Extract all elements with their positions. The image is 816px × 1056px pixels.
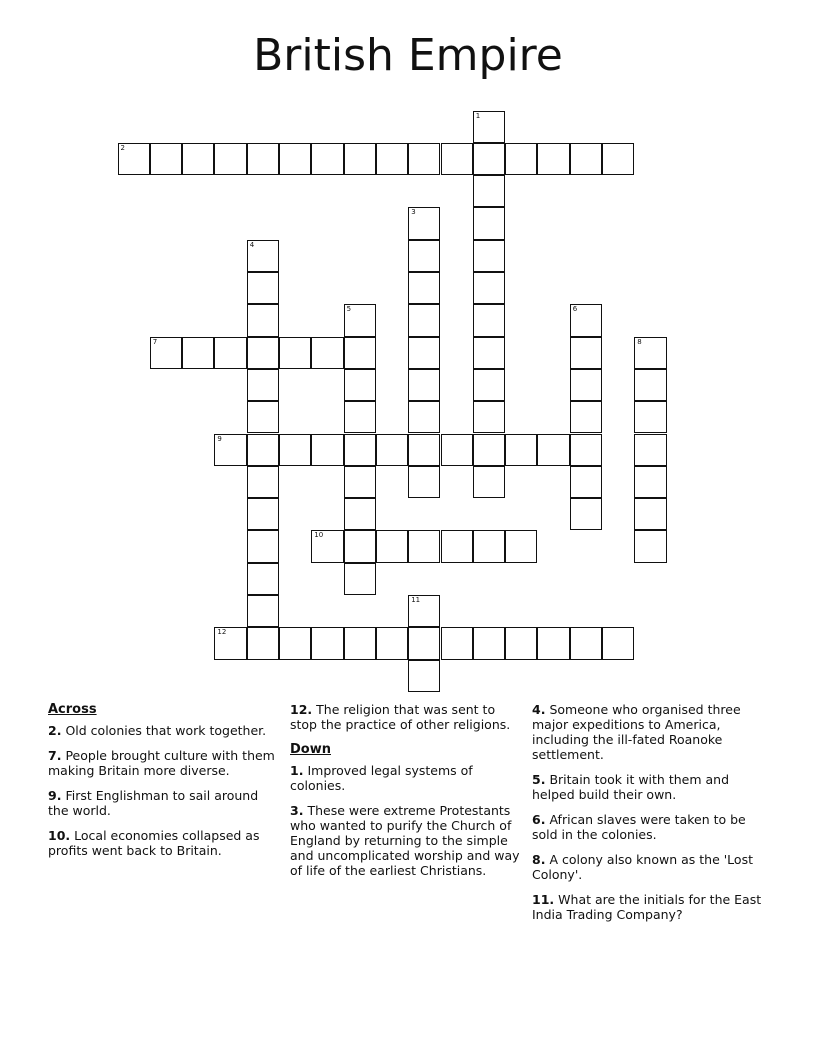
clue-down-5: 5. Britain took it with them and helped build their own. bbox=[532, 772, 730, 802]
grid-cell[interactable] bbox=[344, 369, 376, 401]
grid-cell[interactable] bbox=[634, 337, 666, 369]
grid-cell[interactable] bbox=[441, 627, 473, 659]
grid-cell[interactable] bbox=[634, 498, 666, 530]
grid-cell[interactable] bbox=[602, 627, 634, 659]
clues-column-1 bbox=[48, 702, 280, 868]
grid-cell[interactable] bbox=[473, 337, 505, 369]
grid-cell[interactable] bbox=[214, 434, 246, 466]
clues-column-2 bbox=[290, 702, 522, 888]
grid-cell[interactable] bbox=[247, 369, 279, 401]
grid-cell[interactable] bbox=[441, 434, 473, 466]
grid-cell[interactable] bbox=[247, 434, 279, 466]
grid-cell[interactable] bbox=[247, 627, 279, 659]
grid-cell[interactable] bbox=[473, 627, 505, 659]
grid-cell[interactable] bbox=[408, 660, 440, 692]
grid-cell[interactable] bbox=[344, 498, 376, 530]
grid-cell[interactable] bbox=[473, 369, 505, 401]
clue-down-8: 8. A colony also known as the 'Lost Colony'. bbox=[532, 852, 753, 882]
grid-cell[interactable] bbox=[441, 530, 473, 562]
grid-cell[interactable] bbox=[570, 337, 602, 369]
clue-number: 4 bbox=[249, 240, 255, 249]
clue-number: 2 bbox=[120, 143, 125, 152]
grid-cell[interactable] bbox=[247, 401, 279, 433]
grid-cell[interactable] bbox=[537, 143, 569, 175]
grid-cell[interactable] bbox=[247, 498, 279, 530]
grid-cell[interactable] bbox=[570, 627, 602, 659]
clue-across-10: 10. Local economies collapsed as profits went back to Britain. bbox=[48, 828, 260, 858]
grid-cell[interactable] bbox=[570, 369, 602, 401]
grid-cell[interactable] bbox=[344, 304, 376, 336]
clue-down-4: 4. Someone who organised three major expeditions to America, including the ill-fated Roanoke settlement. bbox=[532, 702, 741, 762]
grid-cell[interactable] bbox=[505, 627, 537, 659]
page-title: British Empire bbox=[253, 30, 563, 81]
clues-column-3 bbox=[532, 702, 764, 932]
clue-across-12: 12. The religion that was sent to stop the practice of other religions. bbox=[290, 702, 511, 732]
grid-cell[interactable] bbox=[505, 143, 537, 175]
down-heading: Down bbox=[290, 742, 331, 757]
grid-cell[interactable] bbox=[408, 337, 440, 369]
grid-cell[interactable] bbox=[247, 240, 279, 272]
grid-cell[interactable] bbox=[473, 304, 505, 336]
grid-cell[interactable] bbox=[473, 272, 505, 304]
clue-number: 5 bbox=[346, 305, 352, 314]
grid-cell[interactable] bbox=[247, 563, 279, 595]
clue-number: 11 bbox=[411, 596, 421, 604]
grid-cell[interactable] bbox=[311, 337, 343, 369]
grid-cell[interactable] bbox=[376, 530, 408, 562]
grid-cell[interactable] bbox=[344, 627, 376, 659]
grid-cell[interactable] bbox=[279, 143, 311, 175]
grid-cell[interactable] bbox=[408, 240, 440, 272]
grid-cell[interactable] bbox=[182, 337, 214, 369]
grid-cell[interactable] bbox=[570, 304, 602, 336]
grid-cell[interactable] bbox=[537, 627, 569, 659]
grid-cell[interactable] bbox=[634, 530, 666, 562]
grid-cell[interactable] bbox=[247, 143, 279, 175]
grid-cell[interactable] bbox=[376, 627, 408, 659]
grid-cell[interactable] bbox=[570, 401, 602, 433]
grid-cell[interactable] bbox=[311, 434, 343, 466]
grid-cell[interactable] bbox=[247, 466, 279, 498]
grid-cell[interactable] bbox=[408, 434, 440, 466]
grid-cell[interactable] bbox=[376, 143, 408, 175]
clue-number: 7 bbox=[152, 337, 158, 346]
grid-cell[interactable] bbox=[247, 304, 279, 336]
grid-cell[interactable] bbox=[311, 627, 343, 659]
grid-cell[interactable] bbox=[247, 595, 279, 627]
clue-number: 12 bbox=[217, 628, 227, 637]
grid-cell[interactable] bbox=[344, 466, 376, 498]
grid-cell[interactable] bbox=[311, 143, 343, 175]
grid-cell[interactable] bbox=[279, 434, 311, 466]
across-heading: Across bbox=[48, 702, 97, 717]
grid-cell[interactable] bbox=[344, 337, 376, 369]
grid-cell[interactable] bbox=[182, 143, 214, 175]
grid-cell[interactable] bbox=[344, 434, 376, 466]
grid-cell[interactable] bbox=[344, 143, 376, 175]
clue-down-11: 11. What are the initials for the East India Trading Company? bbox=[532, 892, 762, 922]
clue-number: 8 bbox=[637, 337, 642, 346]
grid-cell[interactable] bbox=[473, 434, 505, 466]
grid-cell[interactable] bbox=[505, 530, 537, 562]
grid-cell[interactable] bbox=[408, 207, 440, 239]
clue-across-9: 9. First Englishman to sail around the world. bbox=[48, 788, 259, 818]
clue-down-3: 3. These were extreme Protestants who wanted to purify the Church of England by returning to the simple and uncomplicated worship and way of life of the earliest Christians. bbox=[290, 803, 520, 878]
grid-cell[interactable] bbox=[505, 434, 537, 466]
grid-cell[interactable] bbox=[408, 401, 440, 433]
clue-number: 1 bbox=[475, 111, 481, 120]
grid-cell[interactable] bbox=[344, 563, 376, 595]
grid-cell[interactable] bbox=[150, 337, 182, 369]
grid-cell[interactable] bbox=[570, 498, 602, 530]
grid-cell[interactable] bbox=[408, 369, 440, 401]
grid-cell[interactable] bbox=[473, 466, 505, 498]
clue-number: 3 bbox=[411, 208, 416, 217]
grid-cell[interactable] bbox=[634, 401, 666, 433]
grid-cell[interactable] bbox=[408, 272, 440, 304]
grid-cell[interactable] bbox=[634, 434, 666, 466]
grid-cell[interactable] bbox=[150, 143, 182, 175]
grid-cell[interactable] bbox=[473, 530, 505, 562]
grid-cell[interactable] bbox=[408, 143, 440, 175]
grid-cell[interactable] bbox=[279, 627, 311, 659]
grid-cell[interactable] bbox=[473, 401, 505, 433]
grid-cell[interactable] bbox=[279, 337, 311, 369]
grid-cell[interactable] bbox=[537, 434, 569, 466]
clue-down-1: 1. Improved legal systems of colonies. bbox=[290, 763, 473, 793]
grid-cell[interactable] bbox=[473, 111, 505, 143]
grid-cell[interactable] bbox=[214, 143, 246, 175]
clue-across-7: 7. People brought culture with them making Britain more diverse. bbox=[48, 748, 275, 778]
grid-cell[interactable] bbox=[247, 272, 279, 304]
clue-down-6: 6. African slaves were taken to be sold in the colonies. bbox=[532, 812, 746, 842]
grid-cell[interactable] bbox=[570, 143, 602, 175]
grid-cell[interactable] bbox=[118, 143, 150, 175]
grid-cell[interactable] bbox=[473, 175, 505, 207]
grid-cell[interactable] bbox=[344, 401, 376, 433]
grid-cell[interactable] bbox=[473, 240, 505, 272]
grid-cell[interactable] bbox=[473, 207, 505, 239]
grid-cell[interactable] bbox=[602, 143, 634, 175]
grid-cell[interactable] bbox=[408, 304, 440, 336]
clue-across-2: 2. Old colonies that work together. bbox=[48, 723, 267, 738]
grid-cell[interactable] bbox=[408, 595, 440, 627]
grid-cell[interactable] bbox=[441, 143, 473, 175]
clue-number: 10 bbox=[314, 531, 324, 540]
clue-number: 6 bbox=[572, 305, 578, 314]
grid-cell[interactable] bbox=[214, 337, 246, 369]
grid-cell[interactable] bbox=[570, 434, 602, 466]
grid-cell[interactable] bbox=[408, 466, 440, 498]
grid-cell[interactable] bbox=[570, 466, 602, 498]
grid-cell[interactable] bbox=[408, 530, 440, 562]
grid-cell[interactable] bbox=[247, 337, 279, 369]
grid-cell[interactable] bbox=[473, 143, 505, 175]
grid-cell[interactable] bbox=[344, 530, 376, 562]
grid-cell[interactable] bbox=[634, 466, 666, 498]
grid-cell[interactable] bbox=[214, 627, 246, 659]
grid-cell[interactable] bbox=[311, 530, 343, 562]
grid-cell[interactable] bbox=[634, 369, 666, 401]
grid-cell[interactable] bbox=[408, 627, 440, 659]
grid-cell[interactable] bbox=[376, 434, 408, 466]
clue-number: 9 bbox=[217, 434, 222, 443]
grid-cell[interactable] bbox=[247, 530, 279, 562]
